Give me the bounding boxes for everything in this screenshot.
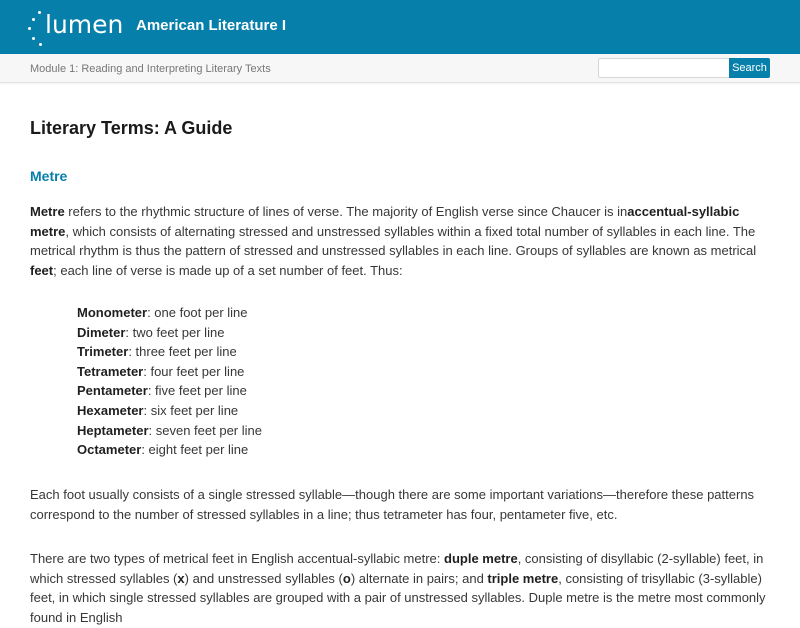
list-item xyxy=(77,342,262,362)
list-item xyxy=(77,323,262,343)
page-title: Literary Terms: A Guide xyxy=(30,118,233,138)
logo-dot-icon xyxy=(32,18,35,21)
bold-term: Metre xyxy=(30,204,65,219)
meter-desc: : five feet per line xyxy=(147,383,247,399)
bold-term: triple metre xyxy=(487,570,559,586)
text-span: ; each line of verse is made up of a set number of feet. Thus: xyxy=(53,263,403,279)
text-span: ) alternate in pairs; and xyxy=(350,570,488,586)
list-item xyxy=(77,362,262,382)
meter-desc: : eight feet per line xyxy=(141,442,249,458)
meter-desc: : four feet per line xyxy=(143,363,245,379)
bold-term: accentual-syllabic metre xyxy=(30,204,740,239)
text-span: , consisting of trisyllabic (3-syllable) feet, in which single stressed syllables are grouped with a pair of unstressed syllables. Duple metre is the metre most commonly found in English xyxy=(30,570,766,626)
bold-term: o xyxy=(342,570,351,586)
meter-desc: : two feet per line xyxy=(125,324,225,340)
module-breadcrumb[interactable]: Module 1: Reading and Interpreting Literary Texts xyxy=(30,63,271,75)
bold-term: x xyxy=(177,570,185,586)
meter-term: Octameter xyxy=(77,442,142,458)
course-title[interactable]: American Literature I xyxy=(136,17,287,34)
list-item xyxy=(77,440,262,460)
paragraph-foot-stress: Each foot usually consists of a single stressed syllable—though there are some important variations—therefore these patterns correspond to the number of stressed syllables in a line; thus tetrameter has four, pentameter five, etc. xyxy=(30,487,755,522)
meter-desc: : three feet per line xyxy=(128,344,237,360)
text-span: ) and unstressed syllables ( xyxy=(184,570,343,586)
search-input[interactable] xyxy=(598,58,729,78)
lumen-logo[interactable] xyxy=(28,8,124,48)
list-item xyxy=(77,303,262,323)
bold-term: duple metre xyxy=(444,551,518,566)
paragraph-metre-definition xyxy=(30,202,775,281)
meter-desc: : seven feet per line xyxy=(148,422,262,438)
list-item xyxy=(77,421,262,441)
logo-dot-icon xyxy=(38,11,41,14)
top-navigation-bar xyxy=(0,0,800,54)
logo-text: lumen xyxy=(45,10,124,39)
meter-desc: : one foot per line xyxy=(147,305,248,320)
meter-term: Hexameter xyxy=(77,402,144,418)
text-span: , which consists of alternating stressed and unstressed syllables within a fixed total number of syllables in each line. The metrical rhythm is thus the pattern of stressed and unstressed syllables in each line. Groups of syllables are known as metrical xyxy=(30,223,757,259)
text-span: refers to the rhythmic structure of lines of verse. The majority of English verse since Chaucer is in xyxy=(64,204,628,219)
search-button[interactable]: Search xyxy=(729,58,770,78)
meter-list xyxy=(77,303,262,460)
meter-term: Tetrameter xyxy=(77,363,144,379)
meter-term: Heptameter xyxy=(77,422,149,438)
meter-desc: : six feet per line xyxy=(143,402,239,418)
bold-term: feet xyxy=(30,263,54,279)
logo-dot-icon xyxy=(39,43,42,46)
meter-term: Trimeter xyxy=(77,344,129,360)
text-span: , consisting of disyllabic (2-syllable) feet, in which stressed syllables ( xyxy=(30,551,764,586)
logo-dot-icon xyxy=(32,37,35,40)
meter-term: Dimeter xyxy=(77,324,126,340)
list-item xyxy=(77,381,262,401)
logo-dot-icon xyxy=(28,27,31,30)
section-title-metre: Metre xyxy=(30,168,68,184)
meter-term: Monometer xyxy=(77,305,148,320)
list-item xyxy=(77,401,262,421)
text-span: There are two types of metrical feet in English accentual-syllabic metre: xyxy=(30,551,445,566)
paragraph-metrical-feet-types xyxy=(30,549,775,628)
meter-term: Pentameter xyxy=(77,383,148,399)
